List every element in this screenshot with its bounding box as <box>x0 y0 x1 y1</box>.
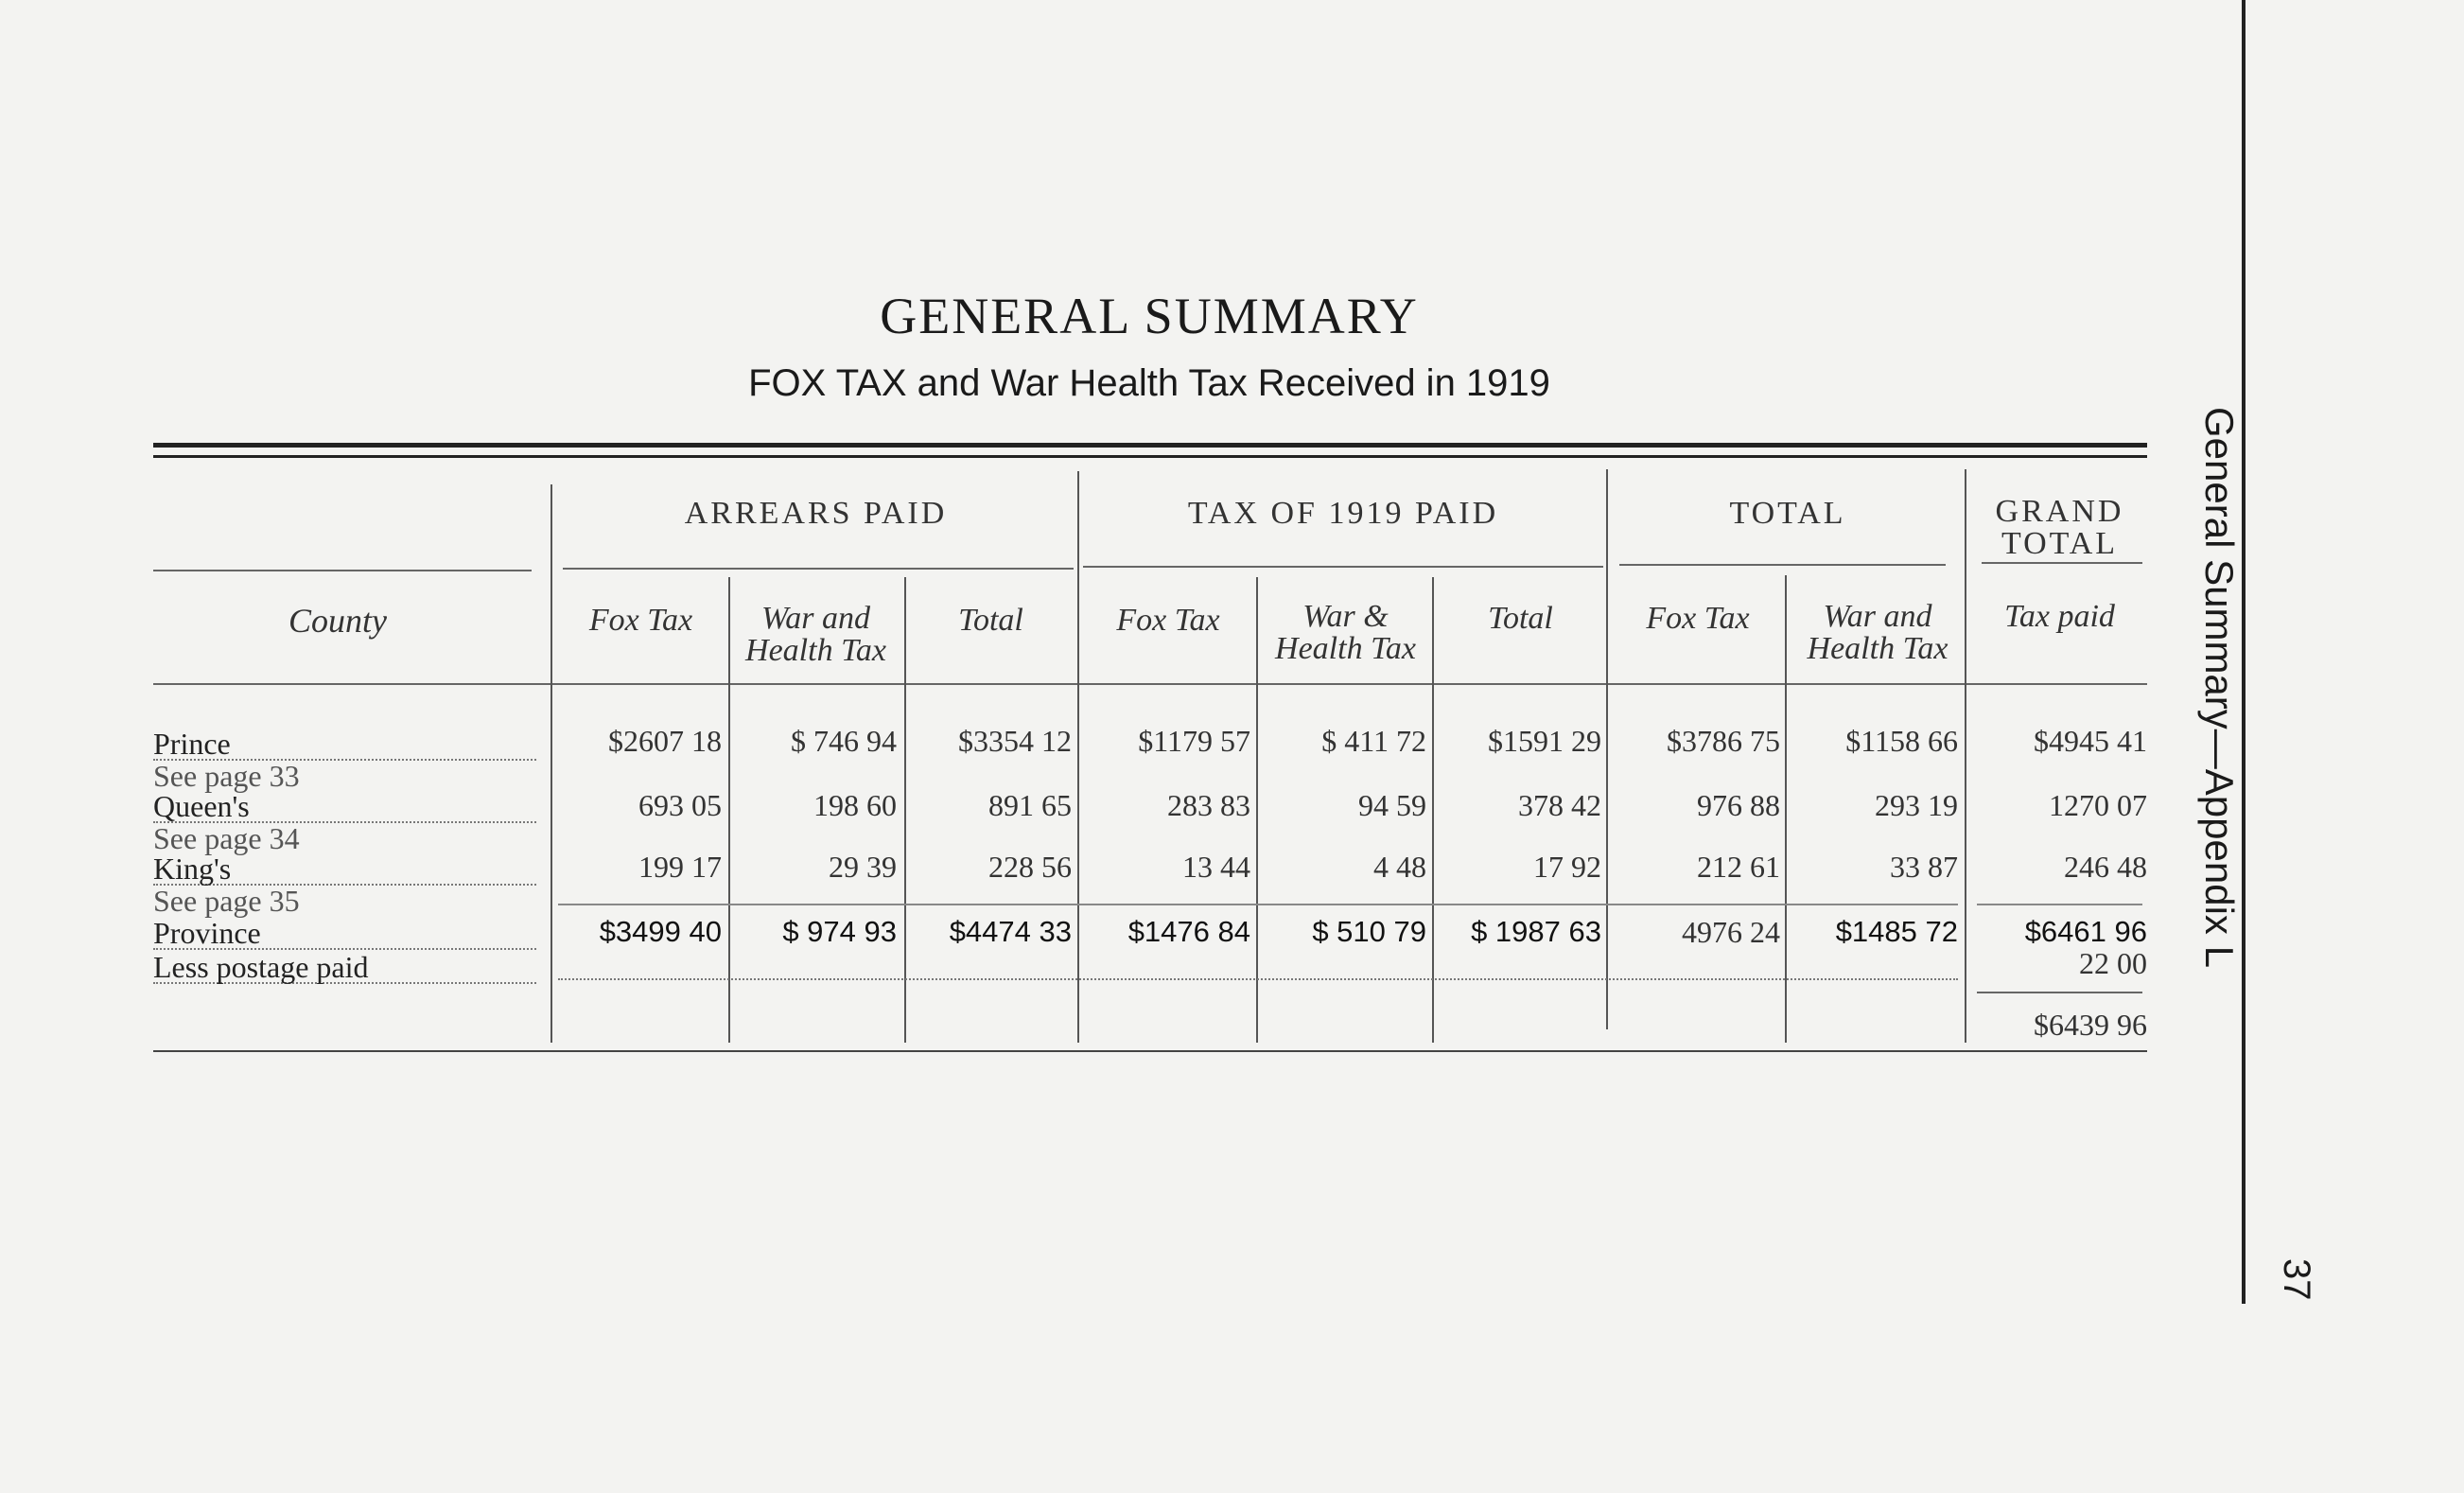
cell: 228 56 <box>988 850 1072 884</box>
cell: 976 88 <box>1697 788 1780 822</box>
cell: $2607 18 <box>608 724 722 758</box>
group-grand-total-line2: TOTAL <box>2001 526 2119 561</box>
row-prince-label: Prince <box>153 729 536 761</box>
cell: $1158 66 <box>1845 724 1958 758</box>
header-line-grand <box>1982 562 2142 564</box>
sum-rule <box>558 904 1958 905</box>
cell: 378 42 <box>1518 788 1601 822</box>
header-line-arrears <box>563 568 1074 570</box>
cell: $4474 33 <box>949 915 1072 948</box>
row-queens-see: See page 34 <box>153 821 300 855</box>
page-subtitle: FOX TAX and War Health Tax Received in 1919 <box>748 362 1550 404</box>
col-arrears-total: Total <box>958 603 1023 638</box>
cell: $ 974 93 <box>782 915 897 948</box>
row-province-label: Province <box>153 918 536 950</box>
cell: 198 60 <box>813 788 897 822</box>
top-rule-thin <box>153 455 2147 458</box>
col-tax1919-fox: Fox Tax <box>1116 603 1220 638</box>
header-line-tax1919 <box>1083 566 1603 568</box>
cell: 212 61 <box>1697 850 1780 884</box>
sum-rule-grand <box>1977 904 2142 905</box>
col-total-fox: Fox Tax <box>1646 601 1750 636</box>
header-line-county <box>153 570 532 571</box>
col-sep-1 <box>550 484 552 1043</box>
page-title: GENERAL SUMMARY <box>880 288 1419 344</box>
cell: 94 59 <box>1358 788 1426 822</box>
col-arrears-war-line1: War and <box>761 601 870 636</box>
col-tax1919-total: Total <box>1488 601 1553 636</box>
col-tax1919-war-line2: Health Tax <box>1275 631 1416 666</box>
cell: $1485 72 <box>1835 915 1958 948</box>
cell: 1270 07 <box>2049 788 2147 822</box>
cell: $3354 12 <box>958 724 1072 758</box>
header-line-total <box>1619 564 1946 566</box>
group-grand-total-line1: GRAND <box>1995 494 2124 529</box>
cell: 199 17 <box>638 850 722 884</box>
page-number: 37 <box>2276 1258 2317 1301</box>
col-total-war-line2: Health Tax <box>1807 631 1948 666</box>
group-arrears-paid: ARREARS PAID <box>684 496 948 531</box>
col-sep-8 <box>1785 575 1787 1043</box>
cell: 283 83 <box>1167 788 1250 822</box>
top-rule-thick <box>153 443 2147 448</box>
cell: $1179 57 <box>1138 724 1250 758</box>
cell: 891 65 <box>988 788 1072 822</box>
row-queens-label: Queen's <box>153 791 536 823</box>
row-prince-see: See page 33 <box>153 759 300 793</box>
cell: $1591 29 <box>1488 724 1601 758</box>
cell: $6461 96 <box>2024 915 2147 948</box>
bottom-rule <box>153 1050 2147 1052</box>
cell: 4 48 <box>1373 850 1426 884</box>
cell: 17 92 <box>1533 850 1601 884</box>
postage-label: Less postage paid <box>153 952 536 984</box>
cell: 13 44 <box>1182 850 1250 884</box>
postage-value: 22 00 <box>2079 946 2147 980</box>
cell: $3499 40 <box>599 915 722 948</box>
col-county: County <box>288 602 387 640</box>
cell: $4945 41 <box>2034 724 2147 758</box>
cell: $1476 84 <box>1127 915 1250 948</box>
postage-dotted-rule <box>558 978 1958 980</box>
group-total: TOTAL <box>1729 496 1846 531</box>
cell: 246 48 <box>2064 850 2147 884</box>
cell: $ 411 72 <box>1321 724 1426 758</box>
col-arrears-fox: Fox Tax <box>588 603 693 638</box>
col-sep-9 <box>1965 469 1966 1043</box>
group-tax-1919-paid: TAX OF 1919 PAID <box>1187 496 1499 531</box>
net-total-rule <box>1977 992 2142 993</box>
col-tax1919-war-line1: War & <box>1302 599 1389 634</box>
cell: 4976 24 <box>1682 915 1780 949</box>
col-grand-tax-paid: Tax paid <box>2004 599 2115 634</box>
col-total-war-line1: War and <box>1823 599 1932 634</box>
running-head: General Summary—Appendix L <box>2197 407 2242 968</box>
row-kings-label: King's <box>153 853 536 886</box>
column-header-rule <box>153 683 2147 685</box>
margin-rule <box>2242 0 2246 1304</box>
cell: $ 746 94 <box>791 724 897 758</box>
cell: 33 87 <box>1890 850 1958 884</box>
row-kings-see: See page 35 <box>153 884 300 918</box>
cell: $3786 75 <box>1667 724 1780 758</box>
cell: 293 19 <box>1875 788 1958 822</box>
cell: $ 1987 63 <box>1471 915 1601 948</box>
cell: $ 510 79 <box>1312 915 1426 948</box>
col-arrears-war-line2: Health Tax <box>745 633 886 668</box>
net-total: $6439 96 <box>2034 1008 2147 1042</box>
cell: 29 39 <box>829 850 897 884</box>
cell: 693 05 <box>638 788 722 822</box>
